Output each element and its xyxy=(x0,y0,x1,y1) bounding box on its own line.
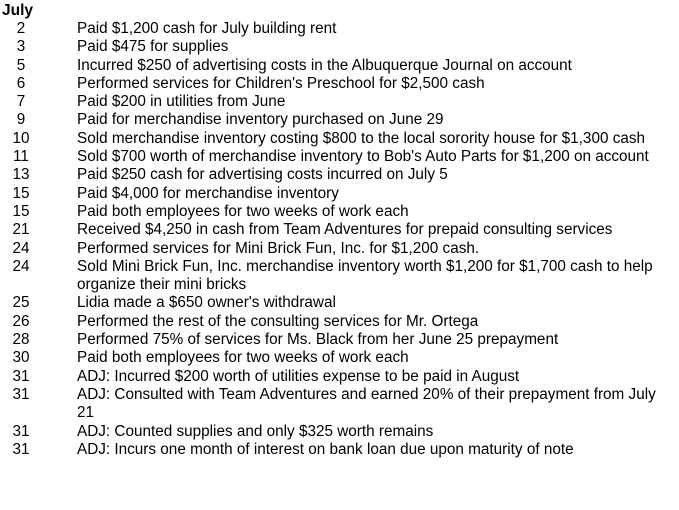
entry-description: Paid both employees for two weeks of work each xyxy=(77,349,409,367)
entry-day: 2 xyxy=(16,20,26,37)
transaction-entry xyxy=(0,221,679,239)
entry-description: Paid $1,200 cash for July building rent xyxy=(77,20,337,37)
entry-description: Performed services for Mini Brick Fun, Inc. for $1,200 cash. xyxy=(77,239,480,257)
entry-description: Paid $475 for supplies xyxy=(77,38,229,56)
transaction-entry xyxy=(0,20,679,38)
entry-day: 13 xyxy=(12,166,30,184)
transaction-entry xyxy=(0,166,679,184)
transaction-entry xyxy=(0,57,679,75)
entry-description: ADJ: Incurred $200 worth of utilities expense to be paid in August xyxy=(77,367,520,385)
entry-day: 10 xyxy=(12,129,30,147)
transaction-entry xyxy=(0,294,679,312)
transaction-entries xyxy=(0,20,679,459)
transaction-entry xyxy=(0,203,679,221)
entry-day: 31 xyxy=(12,367,30,385)
entry-day: 31 xyxy=(12,385,30,403)
transaction-entry xyxy=(0,130,679,148)
entry-description: Received $4,250 in cash from Team Adventures for prepaid consulting services xyxy=(77,221,613,239)
transaction-entry xyxy=(0,386,679,423)
transaction-entry xyxy=(0,185,679,203)
transaction-entry xyxy=(0,38,679,56)
entry-day: 25 xyxy=(12,294,30,312)
entry-description: Lidia made a $650 owner's withdrawal xyxy=(77,294,336,312)
month-heading: July xyxy=(2,2,34,19)
entry-description: ADJ: Incurs one month of interest on bank loan due upon maturity of note xyxy=(77,440,574,458)
transaction-entry xyxy=(0,111,679,129)
transaction-entry xyxy=(0,75,679,93)
entry-description: Incurred $250 of advertising costs in the Albuquerque Journal on account xyxy=(77,56,572,74)
transaction-entry xyxy=(0,331,679,349)
entry-day: 31 xyxy=(12,440,30,458)
entry-day: 3 xyxy=(16,38,26,56)
transaction-entry xyxy=(0,423,679,441)
entry-description: Sold $700 worth of merchandise inventory to Bob's Auto Parts for $1,200 on account xyxy=(77,148,649,166)
entry-day: 21 xyxy=(12,221,30,239)
transaction-entry xyxy=(0,441,679,459)
entry-description: ADJ: Counted supplies and only $325 worth remains xyxy=(77,422,434,440)
entry-description: Performed the rest of the consulting services for Mr. Ortega xyxy=(77,312,479,330)
entry-day: 7 xyxy=(16,93,26,111)
entry-day: 31 xyxy=(12,422,30,440)
entry-description: Sold merchandise inventory costing $800 to the local sorority house for $1,300 cash xyxy=(77,129,646,147)
entry-description: Performed 75% of services for Ms. Black from her June 25 prepayment xyxy=(77,331,559,349)
entry-day: 28 xyxy=(12,331,30,349)
transaction-entry xyxy=(0,349,679,367)
entry-day: 30 xyxy=(12,349,30,367)
entry-description: Paid $200 in utilities from June xyxy=(77,93,286,111)
entry-description: Paid for merchandise inventory purchased on June 29 xyxy=(77,111,444,129)
transaction-entry xyxy=(0,313,679,331)
entry-day: 24 xyxy=(12,239,30,257)
entry-day: 24 xyxy=(12,257,30,275)
entry-description: Paid $250 cash for advertising costs incurred on July 5 xyxy=(77,166,448,184)
entry-day: 9 xyxy=(16,111,26,129)
entry-description: Paid both employees for two weeks of work each xyxy=(77,202,409,220)
entry-description: Paid $4,000 for merchandise inventory xyxy=(77,184,339,202)
entry-description: Performed services for Children's Preschool for $2,500 cash xyxy=(77,74,485,92)
transaction-entry xyxy=(0,240,679,258)
entry-description: Sold Mini Brick Fun, Inc. merchandise inventory worth $1,200 for $1,700 cash to help organize their mini bricks xyxy=(77,257,653,294)
transaction-entry xyxy=(0,148,679,166)
transaction-entry xyxy=(0,258,679,295)
transaction-entry xyxy=(0,368,679,386)
entry-day: 5 xyxy=(16,56,26,74)
entry-description: ADJ: Consulted with Team Adventures and earned 20% of their prepayment from July 21 xyxy=(77,385,656,422)
entry-day: 26 xyxy=(12,312,30,330)
entry-day: 11 xyxy=(13,148,29,166)
entry-day: 15 xyxy=(12,184,30,202)
entry-day: 6 xyxy=(16,74,26,92)
entry-day: 15 xyxy=(12,202,30,220)
transaction-entry xyxy=(0,93,679,111)
